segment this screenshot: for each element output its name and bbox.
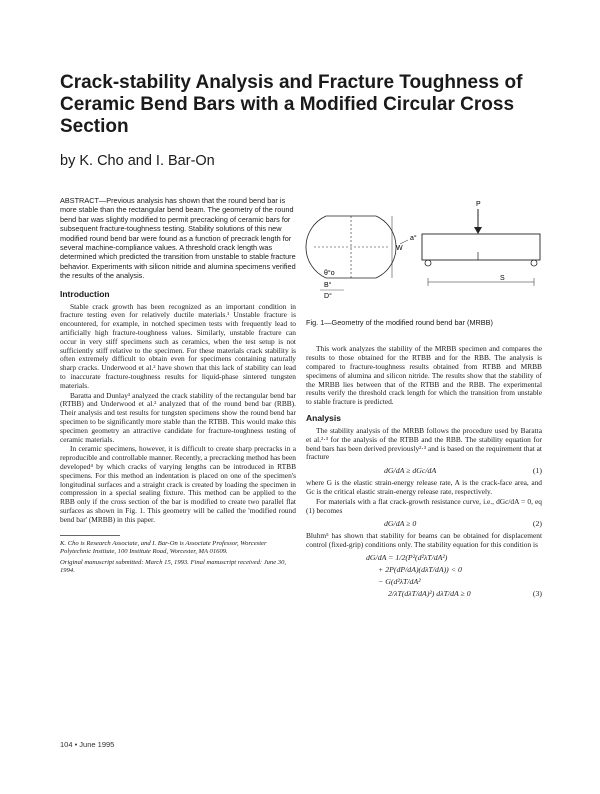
figure-1: [304, 196, 544, 302]
author-line: by K. Cho and I. Bar-On: [60, 153, 215, 169]
label-d: D°: [324, 293, 332, 300]
label-s: S: [500, 275, 505, 282]
footnote-rule: [60, 535, 120, 536]
introduction-heading: Introduction: [60, 288, 110, 299]
equation-2-number: (2): [532, 519, 542, 529]
equation-3-line-2: [306, 565, 542, 574]
left-column: [60, 196, 296, 575]
cross-section-diagram: [306, 216, 417, 300]
equation-2-body: dG/dA ≥ 0: [384, 519, 417, 529]
equation-3-line-4-text: 2/λT(dλT/dA)²) dλT/dA ≥ 0: [388, 588, 471, 598]
label-theta: θ°o: [324, 270, 335, 277]
label-w: W: [396, 245, 403, 252]
analysis-paragraph-1: The stability analysis of the MRBB follows the procedure used by Baratta et al.²·³ for the analysis of the RTBB and the RBB. The stability equation for bend bars has been derived previously²·³ and is based on the requirement that at fracture: [306, 425, 542, 462]
figure-1-drawing: [304, 196, 544, 302]
paper-title: Crack-stability Analysis and Fracture Toughness of Ceramic Bend Bars with a Modified Circular Cross Section: [60, 72, 523, 137]
equation-3-line-3: [306, 577, 542, 586]
label-a: a°: [410, 235, 417, 242]
right-column: [306, 318, 542, 601]
bend-beam-diagram: [422, 201, 540, 286]
analysis-paragraph-4: Bluhm⁵ has shown that stability for beams can be obtained for displacement control (fixed-grip) conditions only. The stability equation for this condition is: [306, 531, 542, 550]
page-footer: 104 • June 1995: [60, 740, 115, 749]
analysis-heading: Analysis: [306, 412, 341, 423]
equation-3-line-1-text: dG/dA = 1/2(P²(d²λT/dA²): [366, 552, 448, 562]
label-p: P: [476, 201, 481, 208]
intro-paragraph-3: In ceramic specimens, however, it is difficult to create sharp precracks in a reproducible and controllable manner. Recently, a precracking method has been developed⁴ by which cracks of varying lengths can be introduced in RTBB specimens. For this method an indentation is placed on one of the specimen's longitudinal surfaces and a straight crack is created by loading the specimen in compression in a special sealing fixture. This method can be applied to the RBB only if the cross section of the bar is modified to create two parallel flat surfaces as shown in Fig. 1. This geometry will be called the 'modified round bend bar' (MRBB) in this paper.: [60, 444, 296, 524]
analysis-paragraph-3: For materials with a flat crack-growth resistance curve, i.e., dGc/dA = 0, eq (1) becomes: [306, 496, 542, 515]
equation-3-number: (3): [532, 588, 542, 598]
intro-paragraph-2: Baratta and Dunlay³ analyzed the crack stability of the rectangular bend bar (RTBB) and Underwood et al.² analyzed that of the round bend bar (RBB). Their analysis and test results for tungsten specimens show the round bend bar specimen to be significantly more stable than the RTBB. This would make this specimen geometry an attractive candidate for fracture-toughness testing of ceramic materials.: [60, 390, 296, 444]
analysis-paragraph-2: where G is the elastic strain-energy release rate, A is the crack-face area, and Gc is the critical elastic strain-energy release rate, respectively.: [306, 478, 542, 496]
equation-3-line-3-text: − G(d²λT/dA²: [378, 576, 421, 586]
footnote-manuscript-dates: Original manuscript submitted: March 15, 1993. Final manuscript received: June 30, 1994.: [60, 558, 287, 574]
right-paragraph-1: This work analyzes the stability of the MRBB specimen and compares the results to those obtained for the RTBB and for the RBB. The analysis is compared to fracture-toughness results obtained from RTBB and MRBB specimens of alumina and silicon nitride. The results show that the stability of the MRBB lies between that of the RTBB and the RBB. The experimental results verify the threshold crack length for which the transition from unstable to stable fracture is predicted.: [306, 344, 542, 407]
equation-1-number: (1): [532, 466, 542, 476]
equation-1-body: dG/dA ≥ dGc/dA: [384, 466, 437, 476]
figure-1-caption: Fig. 1—Geometry of the modified round bend bar (MRBB): [306, 318, 493, 327]
footnote-affiliation: K. Cho is Research Associate, and I. Bar-On is Associate Professor, Worcester Polytechnic Institute, 100 Institute Road, Worcester, MA 01609.: [60, 539, 267, 555]
equation-1: [306, 466, 542, 475]
equation-3-line-2-text: + 2P(dP/dA)(dλT/dA)) < 0: [378, 564, 462, 574]
abstract: ABSTRACT—Previous analysis has shown that the round bend bar is more stable than the rectangular bend beam. The geometry of the round bend bar was slightly modified to permit precracking of ceramic bars for subsequent fracture-toughness testing. Stability solutions of this new modified round bend bar were found as a function of precrack length for several machine-compliance values. A threshold crack length was determined which predicted the transition from unstable to stable fracture behavior. Experiments with silicon nitride and alumina specimens verified the results of the analysis.: [60, 196, 296, 281]
equation-3-line-4: [306, 589, 542, 598]
intro-paragraph-1: Stable crack growth has been recognized as an important condition in fracture testing even for relatively ductile materials.¹ Unstable fracture is encountered, for example, in notched specimen tests with frequently lead to artificially high fracture-toughness values. Similarly, unstable fracture can occur in very stiff specimens such as ceramics, when the test setup is not sufficiently stiff relative to the specimen. For these materials crack stability is often extremely difficult to obtain even for specimens containing naturally sharp cracks. Underwood et al.² have shown that this lack of stability can lead to inaccurate fracture-toughness results for liquid-phase sintered tungsten materials.: [60, 301, 296, 390]
label-b: B°: [324, 282, 332, 289]
equation-3-line-1: [306, 553, 542, 562]
equation-2: [306, 519, 542, 528]
